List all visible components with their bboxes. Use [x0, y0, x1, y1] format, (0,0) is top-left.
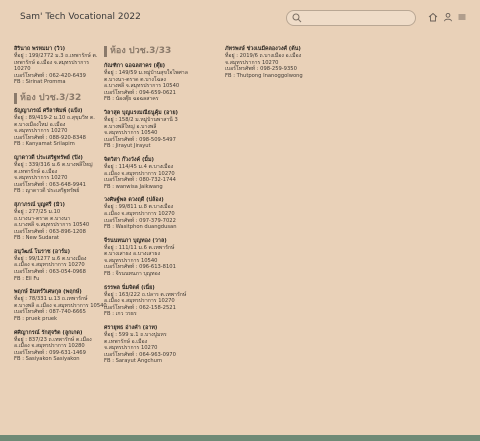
facebook-line: FB : Thutpong Inanoggolwong: [225, 72, 303, 79]
facebook-line: FB : pruek pruek: [14, 316, 58, 323]
address-line: ต.บางพลี อ.เมือง จ.สมุทรปราการ 10540: [14, 302, 107, 309]
student-name: ศรายุทธ อ่างคำ (อาท): [104, 325, 158, 332]
facebook-line: FB : Jirayut Jirayut: [104, 143, 151, 150]
address-line: ที่อยู่ : 837/23 ถ.เทพารักษ์ ต.เมือง: [14, 336, 92, 343]
student-entry: [14, 330, 106, 363]
address-line: จ.สมุทรปราการ 10270: [225, 59, 279, 66]
facebook-line: FB : Kanyamat Srilapim: [14, 141, 75, 148]
student-name: อนุวัฒน์ โนราช (อาร์ม): [14, 248, 71, 255]
student-entry: [14, 108, 106, 148]
facebook-line: FB : Ell Fu: [14, 275, 40, 282]
student-name: ศศิญากรณ์ รักสุจริต (ลูกเกด): [14, 329, 83, 336]
phone-line: เบอร์โทรศัพท์ : 062-420-6439: [14, 72, 86, 79]
student-entry: [14, 249, 106, 282]
phone-line: เบอร์โทรศัพท์ : 088-920-8348: [14, 134, 86, 141]
facebook-line: FB : จีรนนทนภา บุญทอง: [104, 271, 161, 278]
student-entry: [104, 238, 196, 278]
address-line: จ.สมุทรปราการ 10540: [104, 130, 158, 137]
student-name: ภัทรพงษ์ ช่วงเนมีคลองวงศ์ (ต้น): [225, 46, 301, 52]
section-heading-333: ห้อง ปวช.3/33: [104, 46, 196, 57]
facebook-line: FB : wanwisa Jaikwang: [104, 183, 163, 190]
column-1: [14, 46, 106, 370]
facebook-line: FB : New Sudarat: [14, 235, 59, 242]
address-line: ที่อยู่ : 99/1277 ม.6 ต.บางเมือง: [14, 255, 87, 262]
phone-line: เบอร์โทรศัพท์ : 087-740-6665: [14, 309, 86, 316]
address-line: อ.บางพลี จ.สมุทรปราการ 10540: [14, 222, 90, 229]
address-line: ต.บางเสาธง อ.บางเสาธง: [104, 251, 161, 258]
address-line: จ.สมุทรปราการ 10270: [14, 128, 68, 135]
student-name: ญาดาวดี ประเสริฐทรัพย์ (ปิง): [14, 154, 83, 161]
student-name: สิรินาถ พรหมมา (วิว): [14, 46, 66, 52]
address-line: ต.บางนา-ตราด ต.บางโฉลง: [104, 76, 166, 83]
student-name: วงศิษฐ์พล ดวงฤดี (ปล้อง): [104, 197, 164, 204]
address-line: อ.เมือง จ.สมุทรปราการ 10270: [14, 262, 85, 269]
phone-line: เบอร์โทรศัพท์ : 094-659-0621: [104, 89, 176, 96]
facebook-line: FB : Sirinat Promma: [14, 79, 66, 86]
search-input[interactable]: [305, 12, 410, 24]
student-entry: [14, 46, 106, 86]
address-line: ที่อยู่ : 78/331 ม.13 ถ.เทพารักษ์: [14, 296, 88, 303]
student-name: จิตวิสา ก๊วงวังค์ (มิ้ม): [104, 156, 154, 163]
column-2: [104, 46, 196, 372]
address-line: ที่อยู่ : 111/11 ม.6 ต.เทพารักษ์: [104, 244, 175, 251]
address-line: ต.เทพารักษ์ อ.เมือง: [14, 168, 58, 175]
address-line: จ.สมุทรปราการ 10270: [14, 175, 68, 182]
address-line: เทพารักษ์ อ.เมือง จ.สมุทรปราการ: [14, 59, 90, 66]
address-line: ที่อยู่ : 2019/6 ถ.บางเมือง อ.เมือง: [225, 53, 302, 59]
student-entry: [104, 197, 196, 230]
student-entry: [14, 155, 106, 195]
student-name: สุภาภรณ์ บุญศรี (มิว): [14, 201, 65, 208]
address-line: อ.บางพลี จ.สมุทรปราการ 10540: [104, 83, 180, 90]
facebook-line: FB : Sasiyakon Sasiyakon: [14, 356, 80, 363]
phone-line: เบอร์โทรศัพท์ : 063-648-9941: [14, 181, 86, 188]
address-line: อ.เมือง จ.สมุทรปราการ 10270: [104, 298, 175, 305]
site-header: [0, 0, 480, 34]
search-box[interactable]: [286, 10, 416, 26]
user-icon[interactable]: [443, 12, 453, 22]
column-3: [225, 46, 335, 86]
address-line: ต.เทพารักษ์ อ.เมือง: [104, 338, 148, 345]
address-line: ที่อยู่ : 199/2772 ม.3 ถ.เทพารักษ์ ต.: [14, 53, 98, 59]
address-line: ที่อยู่ : 114/45 ม.4 ต.บางเมือง: [104, 163, 174, 170]
address-line: ต.บางพลีใหญ่ อ.บางพลี: [104, 123, 157, 130]
student-entry: [104, 325, 196, 365]
address-line: ถ.บางนา-ตราด ต.บางนา: [14, 215, 71, 222]
facebook-line: FB : Sarayut Angchum: [104, 358, 163, 365]
student-name: จีรนนทนภา บุญทอง (วาล): [104, 237, 167, 244]
address-line: ที่อยู่ : 99/811 ม.8 ต.บางเมือง: [104, 204, 174, 211]
phone-line: เบอร์โทรศัพท์ : 063-896-1208: [14, 228, 86, 235]
address-line: ที่อยู่ : 599 ม.1 ถ.บางปูมหร: [104, 332, 167, 339]
facebook-line: FB : เกว วรธร: [104, 311, 137, 318]
student-name: กัณฑิกา ฉอฉลสาคร (ตุ๊ย): [104, 63, 166, 69]
address-line: อ.เมือง จ.สมุทรปราการ 10270: [104, 210, 175, 217]
phone-line: เบอร์โทรศัพท์ : 062-158-2521: [104, 304, 176, 311]
address-line: ที่อยู่ : 163/222 ถ.ปลาร ต.เทพารักษ์: [104, 291, 187, 298]
phone-line: เบอร์โทรศัพท์ : 080-732-1744: [104, 177, 176, 184]
address-line: จ.สมุทรปราการ 10540: [104, 257, 158, 264]
menu-icon[interactable]: [457, 12, 467, 22]
phone-line: เบอร์โทรศัพท์ : 098-259-9350: [225, 66, 297, 73]
facebook-line: FB : น้องตุ๊ย ฉอฉลสาคร: [104, 96, 159, 103]
address-line: ที่อยู่ : 277/25 ม.10: [14, 208, 61, 215]
address-line: ที่อยู่ : 149/59 ม.หมู่บ้านสุขใจไพศาล: [104, 70, 188, 76]
site-title[interactable]: Sam' Tech Vocational 2022: [20, 12, 141, 22]
student-name: ธรรพล นิ่มจิตต์ (เนี่ย): [104, 284, 155, 291]
address-line: อ.เมือง จ.สมุทรปราการ 10280: [14, 343, 85, 350]
phone-line: เบอร์โทรศัพท์ : 064-963-0970: [104, 351, 176, 358]
facebook-line: FB : Wasitphon duangdusan: [104, 224, 177, 231]
address-line: ที่อยู่ : 89/419-2 ม.10 ถ.สุขุมวิท ต.: [14, 114, 95, 121]
section-heading-332: ห้อง ปวช.3/32: [14, 93, 106, 104]
phone-line: เบอร์โทรศัพท์ : 098-509-5497: [104, 136, 176, 143]
student-entry: [104, 110, 196, 150]
student-entry: [104, 63, 196, 103]
student-entry: [104, 157, 196, 190]
phone-line: เบอร์โทรศัพท์ : 097-379-7022: [104, 217, 176, 224]
search-icon: [292, 13, 302, 23]
student-entry: [14, 289, 106, 322]
address-line: ที่อยู่ : 339/316 ม.6 ต.บางพลีใหญ่: [14, 161, 93, 168]
student-entry: [104, 285, 196, 318]
phone-line: เบอร์โทรศัพท์ : 096-613-8101: [104, 264, 176, 271]
phone-line: เบอร์โทรศัพท์ : 099-631-1469: [14, 349, 86, 356]
address-line: จ.สมุทรปราการ 10270: [104, 345, 158, 352]
address-line: 10270: [14, 66, 31, 73]
student-entry: [225, 46, 335, 79]
home-icon[interactable]: [428, 12, 438, 22]
phone-line: เบอร์โทรศัพท์ : 063-054-0968: [14, 269, 86, 276]
address-line: อ.เมือง จ.สมุทรปราการ 10270: [104, 170, 175, 177]
student-name: ธัญญาภรณ์ ศรีลาพิมพ์ (แป้ง): [14, 107, 83, 114]
address-line: ที่อยู่ : 158/2 ม.หมู่บ้านพาสานี 3: [104, 116, 178, 123]
student-name: พฤกษ์ อินทร์วิเศษกุล (พฤกษ์): [14, 289, 82, 296]
student-name: วิลาสุด บุญแรงมณีธนูคุ้ม (อาย): [104, 109, 178, 116]
student-entry: [14, 202, 106, 242]
footer-bar: [0, 435, 480, 441]
facebook-line: FB : ญาดาวดี ประเสริฐทรัพย์: [14, 188, 80, 195]
address-line: ต.บางเมืองใหม่ อ.เมือง: [14, 121, 66, 128]
